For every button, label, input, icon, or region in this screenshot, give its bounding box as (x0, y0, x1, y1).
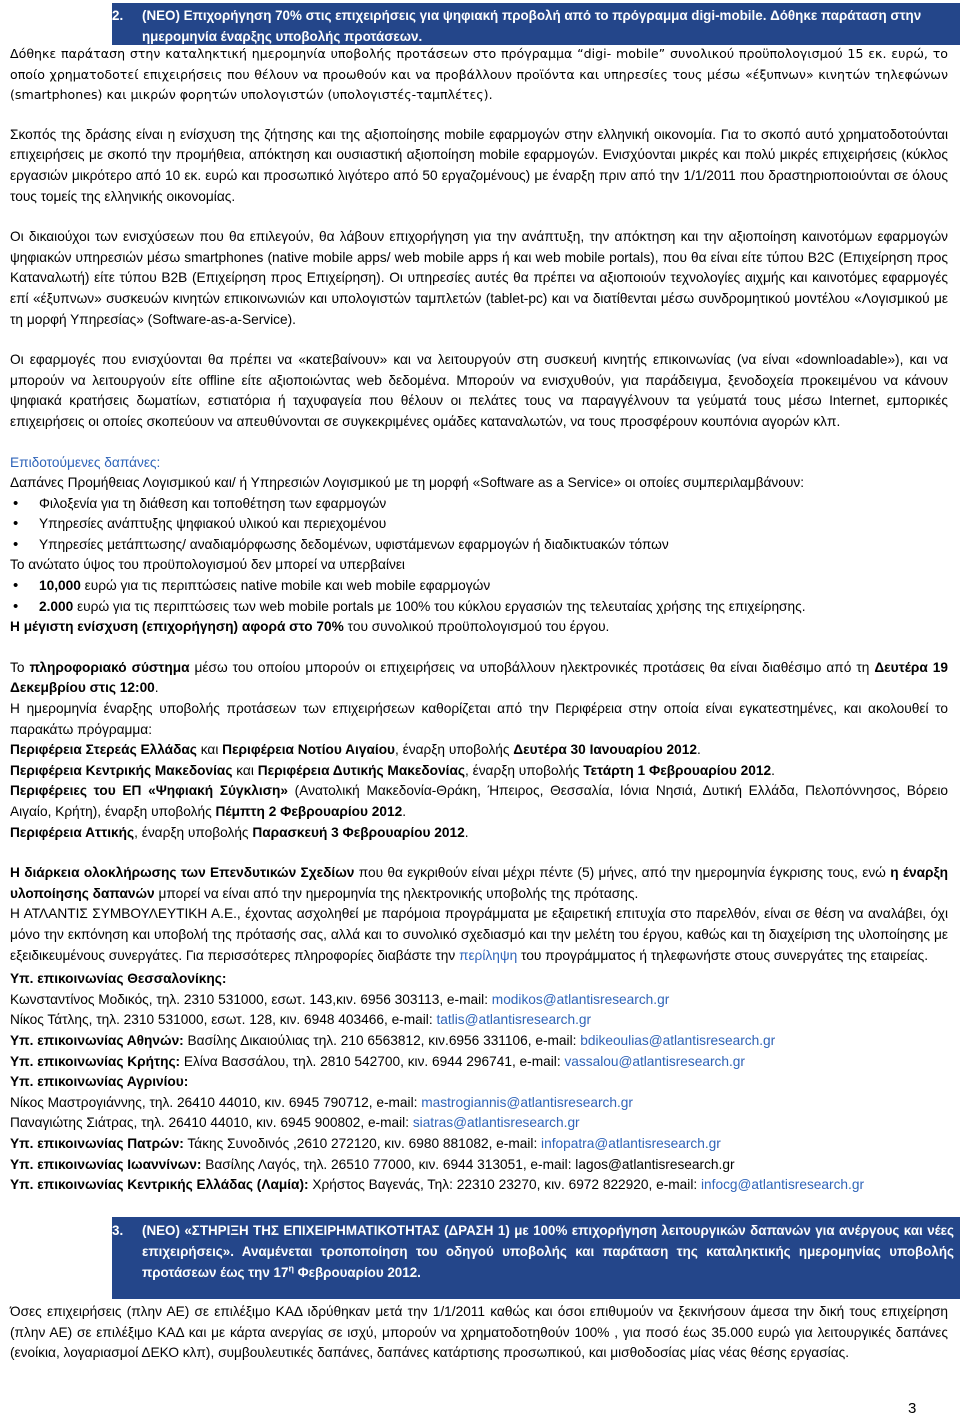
section-3-header (112, 1217, 960, 1299)
contact-text: Βασίλης Λαγός, τηλ. 26510 77000, κιν. 6944 313051, e-mail: lagos@atlantisresearch.gr (201, 1156, 735, 1172)
contact-text: Κωνσταντίνος Μοδικός, τηλ. 2310 531000, εσωτ. 143,κιν. 6956 303113, e-mail: (10, 991, 492, 1007)
region: Περιφέρεια Στερεάς Ελλάδας (10, 742, 197, 758)
text: μέσω του οποίου μπορούν οι επιχειρήσεις να υποβάλλουν ηλεκτρονικές προτάσεις θα είναι διαθέσιμο από τη (189, 659, 875, 675)
budget-intro: Το ανώτατο ύψος του προϋπολογισμού δεν μπορεί να υπερβαίνει (10, 557, 405, 573)
text: Η ΑΤΛΑΝΤΙΣ ΣΥΜΒΟΥΛΕΥΤΙΚΗ Α.Ε., έχοντας ασχοληθεί με παρόμοια προγράμματα με εξαιρετική επιτυχία στο παρελθόν, είναι σε θέση να αναλάβει, όχι μόνο την εκπόνηση και υποβολή της πρότασής σας, αλλά και το συνολικό σχεδιασμό και την μελέτη του έργου, καθώς και τη διαχείριση της υλοποίησης με εξειδικευμένους συνεργάτες. Για περισσότερες πληροφορίες διαβάστε την (10, 906, 948, 963)
budget-text: ευρώ για τις περιπτώσεις των web mobile portals με 100% του κύκλου εργασιών της τελευταίας χρήσης της επιχείρησης. (73, 598, 806, 614)
list-item (10, 597, 948, 618)
contact-line (10, 1052, 948, 1073)
contact-text: Βασίλης Δικαιούλιας τηλ. 210 6563812, κιν.6956 331106, e-mail: (183, 1032, 581, 1048)
text: Το (10, 659, 30, 675)
text: . (402, 804, 407, 819)
paragraph: Σκοπός της δράσης είναι η ενίσχυση της ζήτησης και της αξιοποίησης mobile εφαρμογών στην ελληνική οικονομία. Για το σκοπό αυτό χρηματοδοτούνται επιχειρήσεις με σκοπό την προμήθεια, απόκτηση και ουσιαστική αξιοποίηση mobile εφαρμογών. Ενισχύονται μικρές και πολύ μικρές επιχειρήσεις (κύκλος εργασιών μικρότερο από 10 εκ. ευρώ και προσωπικό λιγότερο από 50 εργαζομένους) με έναρξη πριν από την 1/1/2011 που δραστηριοποιούνται σε όλους τους τομείς της ελληνικής οικονομίας. (10, 126, 948, 204)
text: (Ανατολική Μακεδονία-Θράκη, Ήπειρος, Θεσσαλία, Ιόνια Νησιά, Δυτική Ελλάδα, Πελοπόννησος, Βόρειο Αιγαίο, Κρήτη), έναρξη υποβολής (10, 783, 948, 819)
email-link[interactable]: siatras@atlantisresearch.gr (412, 1115, 580, 1131)
date: Τετάρτη 1 Φεβρουαρίου 2012 (583, 762, 772, 778)
atlantis-paragraph (10, 904, 948, 966)
section-number: 2. (112, 8, 124, 23)
text: και (232, 762, 258, 778)
budget-amount: 10,000 (39, 578, 81, 594)
date: Πέμπτη 2 Φεβρουαρίου 2012 (215, 804, 403, 819)
text: μπορεί να είναι από την ημερομηνία της ηλεκτρονικής υποβολής της πρότασης. (154, 885, 639, 901)
email-link[interactable]: tatlis@atlantisresearch.gr (436, 1012, 592, 1028)
expenses-intro: Δαπάνες Προμήθειας Λογισμικού και/ ή Υπηρεσιών Λογισμικού με τη μορφή «Software as a Service» οι οποίες συμπεριλαμβάνουν: (10, 475, 805, 491)
list-item (10, 576, 948, 597)
contact-heading: Υπ. επικοινωνίας Αγρινίου: (10, 1074, 189, 1090)
text: του προγράμματος ή τηλεφωνήστε στους συνεργάτες της εταιρείας. (517, 947, 929, 963)
max-support (10, 617, 948, 638)
budget-amount: 2.000 (39, 598, 74, 614)
page-number: 3 (908, 1400, 917, 1417)
section-title-text: Φεβρουαρίου 2012. (293, 1265, 421, 1280)
duration-paragraph (10, 863, 948, 904)
region: Περιφέρεια Νοτίου Αιγαίου (222, 742, 396, 758)
contact-text: Νίκος Τάτλης, τηλ. 2310 531000, εσωτ. 128, κιν. 6948 403466, e-mail: (10, 1012, 437, 1028)
contacts-block (10, 969, 948, 1196)
section-2-body (10, 44, 948, 1196)
contact-heading: Υπ. επικοινωνίας Κεντρικής Ελλάδας (Λαμία): (10, 1177, 309, 1193)
max-support-rest: του συνολικού προϋπολογισμού του έργου. (343, 619, 610, 635)
start-paragraph: Η ημερομηνία έναρξης υποβολής προτάσεων των επιχειρήσεων καθορίζεται από την Περιφέρεια στην οποία είναι εγκατεστημένες, και ακολουθεί το παρακάτω πρόγραμμα: (10, 701, 948, 737)
text: , έναρξη υποβολής (134, 824, 253, 840)
budget-text: ευρώ για τις περιπτώσεις native mobile και web mobile εφαρμογών (80, 578, 491, 594)
email-link[interactable]: bdikeoulias@atlantisresearch.gr (580, 1032, 776, 1048)
contact-line (10, 1093, 948, 1114)
contact-line (10, 990, 948, 1011)
paragraph: Οι δικαιούχοι των ενισχύσεων που θα επιλεγούν, θα λάβουν επιχορήγηση για την ανάπτυξη, την απόκτηση και την αξιοποίηση καινοτόμων εφαρμογών ψηφιακών υπηρεσιών μέσω smartphones (native mobile apps/ web mobile apps ή και web mobile portals), που θα είναι είτε τύπου B2C (Επιχείρηση προς Καταναλωτή) είτε τύπου B2B (Επιχείρηση προς Επιχείρηση). Οι υπηρεσίες αυτές θα πρέπει να αξιοποιούν τεχνολογίες αιχμής και καινοτόμες εφαρμογές επί «έξυπνων» συσκευών κινητών επικοινωνιών και υπολογιστών ταμπλετών (tablet-pc) και να διατίθενται μέσω συνδρομητικού μοντέλου «Λογισμικού με τη μορφή Υπηρεσίας» (Software-as-a-Service). (10, 229, 948, 327)
paragraph: Δόθηκε παράταση στην καταληκτική ημερομηνία υποβολής προτάσεων στο πρόγραμμα “digi- mobile” συνολικού προϋπολογισμού 15 εκ. ευρώ, το οποίο χρηματοδοτεί επιχειρήσεις που θέλουν να προωθούν και να προβάλλουν προϊόντα και υπηρεσίες τους μέσω «έξυπνων» κινητών τηλεφώνων (smartphones) και μικρών φορητών υπολογιστών (υπολογιστές-ταμπλέτες). (10, 46, 948, 103)
section-title-text: (ΝΕΟ) «ΣΤΗΡΙΞΗ ΤΗΣ ΕΠΙΧΕΙΡΗΜΑΤΙΚΟΤΗΤΑΣ (ΔΡΑΣΗ 1) με 100% επιχορήγηση λειτουργικών δαπανών για ανέργους και νέες επιχειρήσεις». Αναμένεται τροποποίηση του οδηγού υποβολής και παράταση της καταληκτικής ημερομηνίας υποβολής προτάσεων έως την 17 (142, 1223, 954, 1280)
region-schedule-2 (10, 761, 948, 782)
text: . (696, 742, 701, 758)
max-support-bold: Η μέγιστη ενίσχυση (επιχορήγηση) αφορά στο 70% (10, 619, 344, 635)
list-item: • Υπηρεσίες ανάπτυξης ψηφιακού υλικού και περιεχομένου (10, 514, 948, 535)
contact-line (10, 1113, 948, 1134)
contact-line (10, 1010, 948, 1031)
contact-heading: Υπ. επικοινωνίας Ιωαννίνων: (10, 1156, 202, 1172)
email-link[interactable]: mastrogiannis@atlantisresearch.gr (421, 1094, 633, 1110)
text-bold: η έναρξη υλοποίησης δαπανών (10, 865, 948, 901)
section-3-body (10, 1302, 948, 1364)
email-link[interactable]: infopatra@atlantisresearch.gr (541, 1135, 721, 1151)
text: . (154, 680, 159, 696)
email-link[interactable]: infocg@atlantisresearch.gr (701, 1177, 865, 1193)
email-link[interactable]: modikos@atlantisresearch.gr (491, 991, 670, 1007)
contact-text: Χρήστος Βαγενάς, Τηλ: 22310 23270, κιν. 6972 822920, e-mail: (308, 1177, 701, 1193)
region: Περιφέρειες του ΕΠ «Ψηφιακή Σύγκλιση» (10, 783, 288, 799)
region-schedule-3 (10, 781, 948, 822)
region-schedule-1 (10, 740, 948, 761)
text: . (771, 762, 775, 778)
list-item: • Υπηρεσίες μετάπτωσης/ αναδιαμόρφωσης δεδομένων, υφιστάμενων εφαρμογών ή διαδικτυακών τόπων (10, 535, 948, 556)
text: που θα εγκριθούν είναι μέχρι πέντε (5) μήνες, από την ημερομηνία έγκρισης τους, ενώ (354, 865, 891, 881)
budget-list (10, 576, 948, 617)
contact-text: Ελίνα Βασσάλου, τηλ. 2810 542700, κιν. 6944 296741, e-mail: (180, 1053, 565, 1069)
text: , έναρξη υποβολής (395, 742, 514, 758)
region-schedule-4 (10, 823, 948, 844)
expenses-list (10, 494, 948, 556)
contact-text: Νίκος Μαστρογιάννης, τηλ. 26410 44010, κιν. 6945 790712, e-mail: (10, 1094, 422, 1110)
text-bold: πληροφοριακό σύστημα (29, 659, 190, 675)
contact-line (10, 1155, 948, 1176)
info-system-paragraph (10, 658, 948, 699)
section-title (142, 1220, 954, 1283)
list-item: • Φιλοξενία για τη διάθεση και τοποθέτηση των εφαρμογών (10, 494, 948, 515)
paragraph: Όσες επιχειρήσεις (πλην ΑΕ) σε επιλέξιμο ΚΑΔ ιδρύθηκαν μετά την 1/1/2011 καθώς και όσοι επιθυμούν να ξεκινήσουν άμεσα την δική τους επιχείρηση (πλην ΑΕ) σε επιλέξιμο ΚΑΔ και με κάρτα ανεργίας σε ισχύ, μπορούν να χρηματοδοτηθούν 100% , για ποσό έως 35.000 ευρώ για λειτουργικές δαπάνες (ενοίκια, λογαριασμοί ΔΕΚΟ κλπ), συμβουλευτικές δαπάνες, δαπάνες κατάρτισης προσωπικού, και μισθοδοσίας μίας νέας θέσης εργασίας. (10, 1304, 948, 1361)
date: Παρασκευή 3 Φεβρουαρίου 2012 (252, 824, 465, 840)
contact-text: Παναγιώτης Σιάτρας, τηλ. 26410 44010, κιν. 6945 900802, e-mail: (10, 1115, 413, 1131)
text-bold: Δευτέρα 19 Δεκεμβρίου στις 12:00 (10, 659, 948, 696)
section-title: (ΝΕΟ) Επιχορήγηση 70% στις επιχειρήσεις για ψηφιακή προβολή από το πρόγραμμα digi-mobile. Δόθηκε παράταση στην ημερομηνία έναρξης υποβολής προτάσεων. (142, 8, 922, 44)
region: Περιφέρεια Κεντρικής Μακεδονίας (10, 762, 233, 778)
contact-line (10, 1175, 948, 1196)
region: Περιφέρεια Αττικής (10, 824, 135, 840)
email-link[interactable]: vassalou@atlantisresearch.gr (564, 1053, 745, 1069)
text: , έναρξη υποβολής (464, 762, 584, 778)
contact-line (10, 1031, 948, 1052)
contact-heading: Υπ. επικοινωνίας Αθηνών: (10, 1032, 184, 1048)
contact-text: Τάκης Συνοδινός ,2610 272120, κιν. 6980 881082, e-mail: (183, 1135, 542, 1151)
paragraph: Οι εφαρμογές που ενισχύονται θα πρέπει να «κατεβαίνουν» και να λειτουργούν στη συσκευή κινητής επικοινωνίας (να είναι «downloadable»), και να μπορούν να λειτουργούν είτε offline είτε αξιοποιώντας web δεδομένα. Μπορούν να ενισχυθούν, για παράδειγμα, ξενοδοχεία προκειμένου να κάνουν ψηφιακά κρατήσεις δωματίων, εστιατόρια ή ταχυφαγεία που θέλουν οι πελάτες τους να παραγγέλνουν τα γεύματά τους μέσω Internet, εμπορικές επιχειρήσεις οι οποίες σκοπεύουν να απευθύνονται σε συγκεκριμένες ομάδες καταναλωτών, να τους προσφέρουν κουπόνια αγορών κλπ. (10, 352, 948, 429)
summary-link[interactable]: περίληψη (459, 947, 518, 963)
superscript: η (288, 1263, 294, 1274)
contact-line (10, 1134, 948, 1155)
section-2-header (112, 3, 960, 45)
date: Δευτέρα 30 Ιανουαρίου 2012 (513, 742, 697, 758)
region: Περιφέρεια Δυτικής Μακεδονίας (257, 762, 465, 778)
section-number: 3. (112, 1223, 124, 1238)
expenses-heading: Επιδοτούμενες δαπάνες: (10, 454, 161, 470)
text-bold: Η διάρκεια ολοκλήρωσης των Επενδυτικών Σχεδίων (10, 865, 355, 881)
contact-heading: Υπ. επικοινωνίας Πατρών: (10, 1135, 184, 1151)
text: και (196, 742, 223, 758)
contact-heading: Υπ. επικοινωνίας Κρήτης: (10, 1053, 181, 1069)
contact-heading: Υπ. επικοινωνίας Θεσσαλονίκης: (10, 971, 227, 987)
text: . (464, 824, 469, 840)
